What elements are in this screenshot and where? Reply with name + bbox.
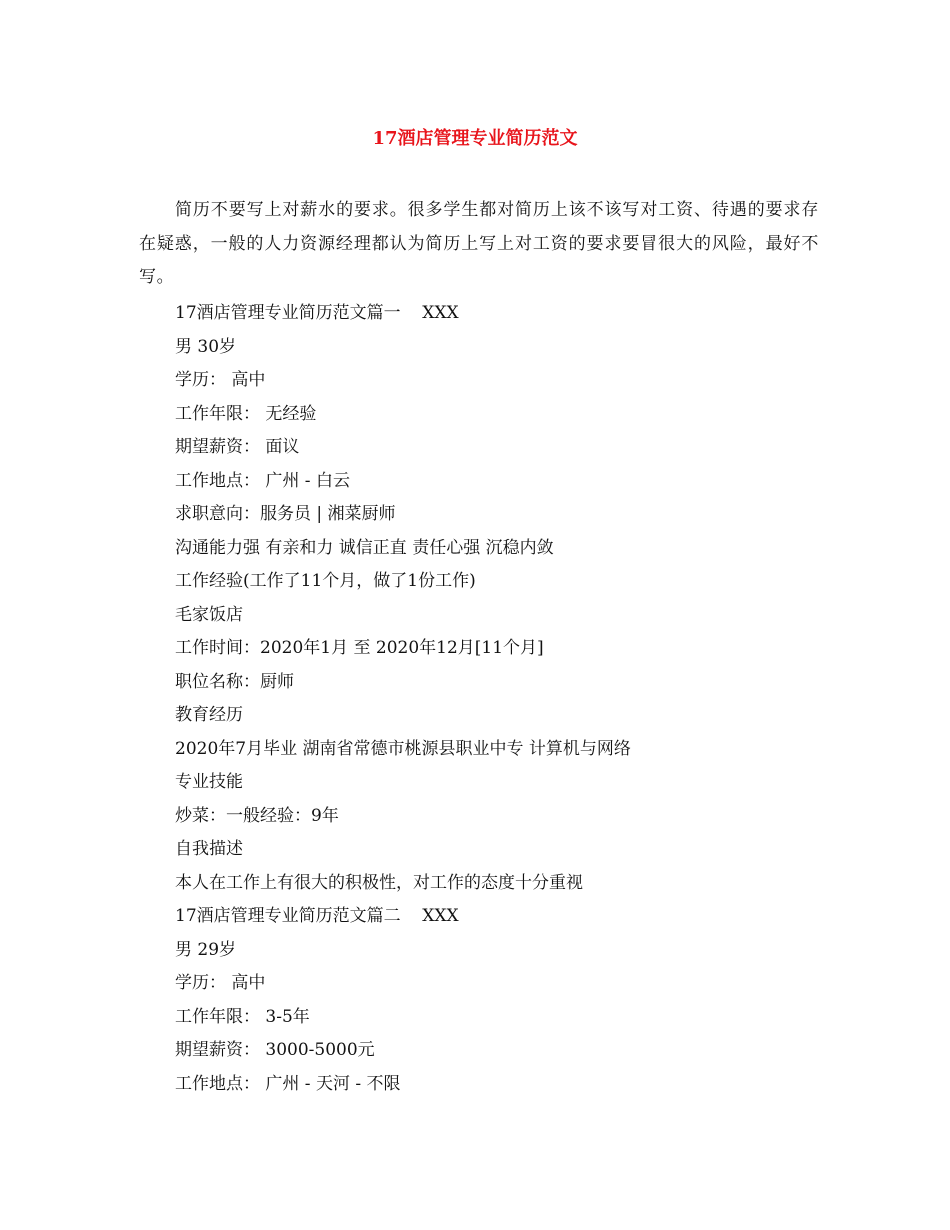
- intro-paragraph: 简历不要写上对薪水的要求。很多学生都对简历上该不该写对工资、待遇的要求存在疑惑，一般的人力资源经理都认为简历上写上对工资的要求要冒很大的风险，最好不写。: [139, 200, 819, 287]
- resume-line: 求职意向：服务员 | 湘菜厨师: [175, 504, 396, 524]
- resume-line: 学历： 高中: [175, 370, 266, 390]
- resume-line: 学历： 高中: [175, 973, 266, 993]
- resume-section-heading: 17酒店管理专业简历范文篇一 XXX: [175, 303, 459, 323]
- resume-section-heading: 17酒店管理专业简历范文篇二 XXX: [175, 906, 459, 926]
- resume-line: 职位名称：厨师: [175, 671, 294, 692]
- resume-line: 工作时间：2020年1月 至 2020年12月[11个月]: [175, 638, 544, 658]
- resume-line: 沟通能力强 有亲和力 诚信正直 责任心强 沉稳内敛: [175, 537, 554, 558]
- resume-line: 专业技能: [175, 772, 243, 792]
- resume-line: 工作经验(工作了11个月，做了1份工作): [175, 571, 476, 591]
- resume-line: 工作年限： 无经验: [175, 403, 317, 424]
- resume-line: 期望薪资： 面议: [175, 437, 300, 457]
- resume-line: 男 29岁: [175, 939, 237, 960]
- resume-line: 期望薪资： 3000-5000元: [175, 1040, 375, 1060]
- resume-line: 男 30岁: [175, 336, 237, 357]
- resume-line: 教育经历: [175, 705, 243, 725]
- resume-line: 工作地点： 广州 - 天河 - 不限: [175, 1073, 401, 1094]
- resume-line: 自我描述: [175, 839, 243, 859]
- document-title: 17酒店管理专业简历范文: [372, 128, 578, 149]
- resume-line: 2020年7月毕业 湖南省常德市桃源县职业中专 计算机与网络: [175, 738, 631, 759]
- resume-lines: [175, 297, 835, 1101]
- resume-line: 毛家饭店: [175, 604, 243, 625]
- resume-line: 工作地点： 广州 - 白云: [175, 470, 350, 491]
- resume-line: 本人在工作上有很大的积极性，对工作的态度十分重视: [175, 872, 583, 893]
- resume-line: 炒菜：一般经验：9年: [175, 805, 339, 826]
- resume-line: 工作年限： 3-5年: [175, 1006, 310, 1027]
